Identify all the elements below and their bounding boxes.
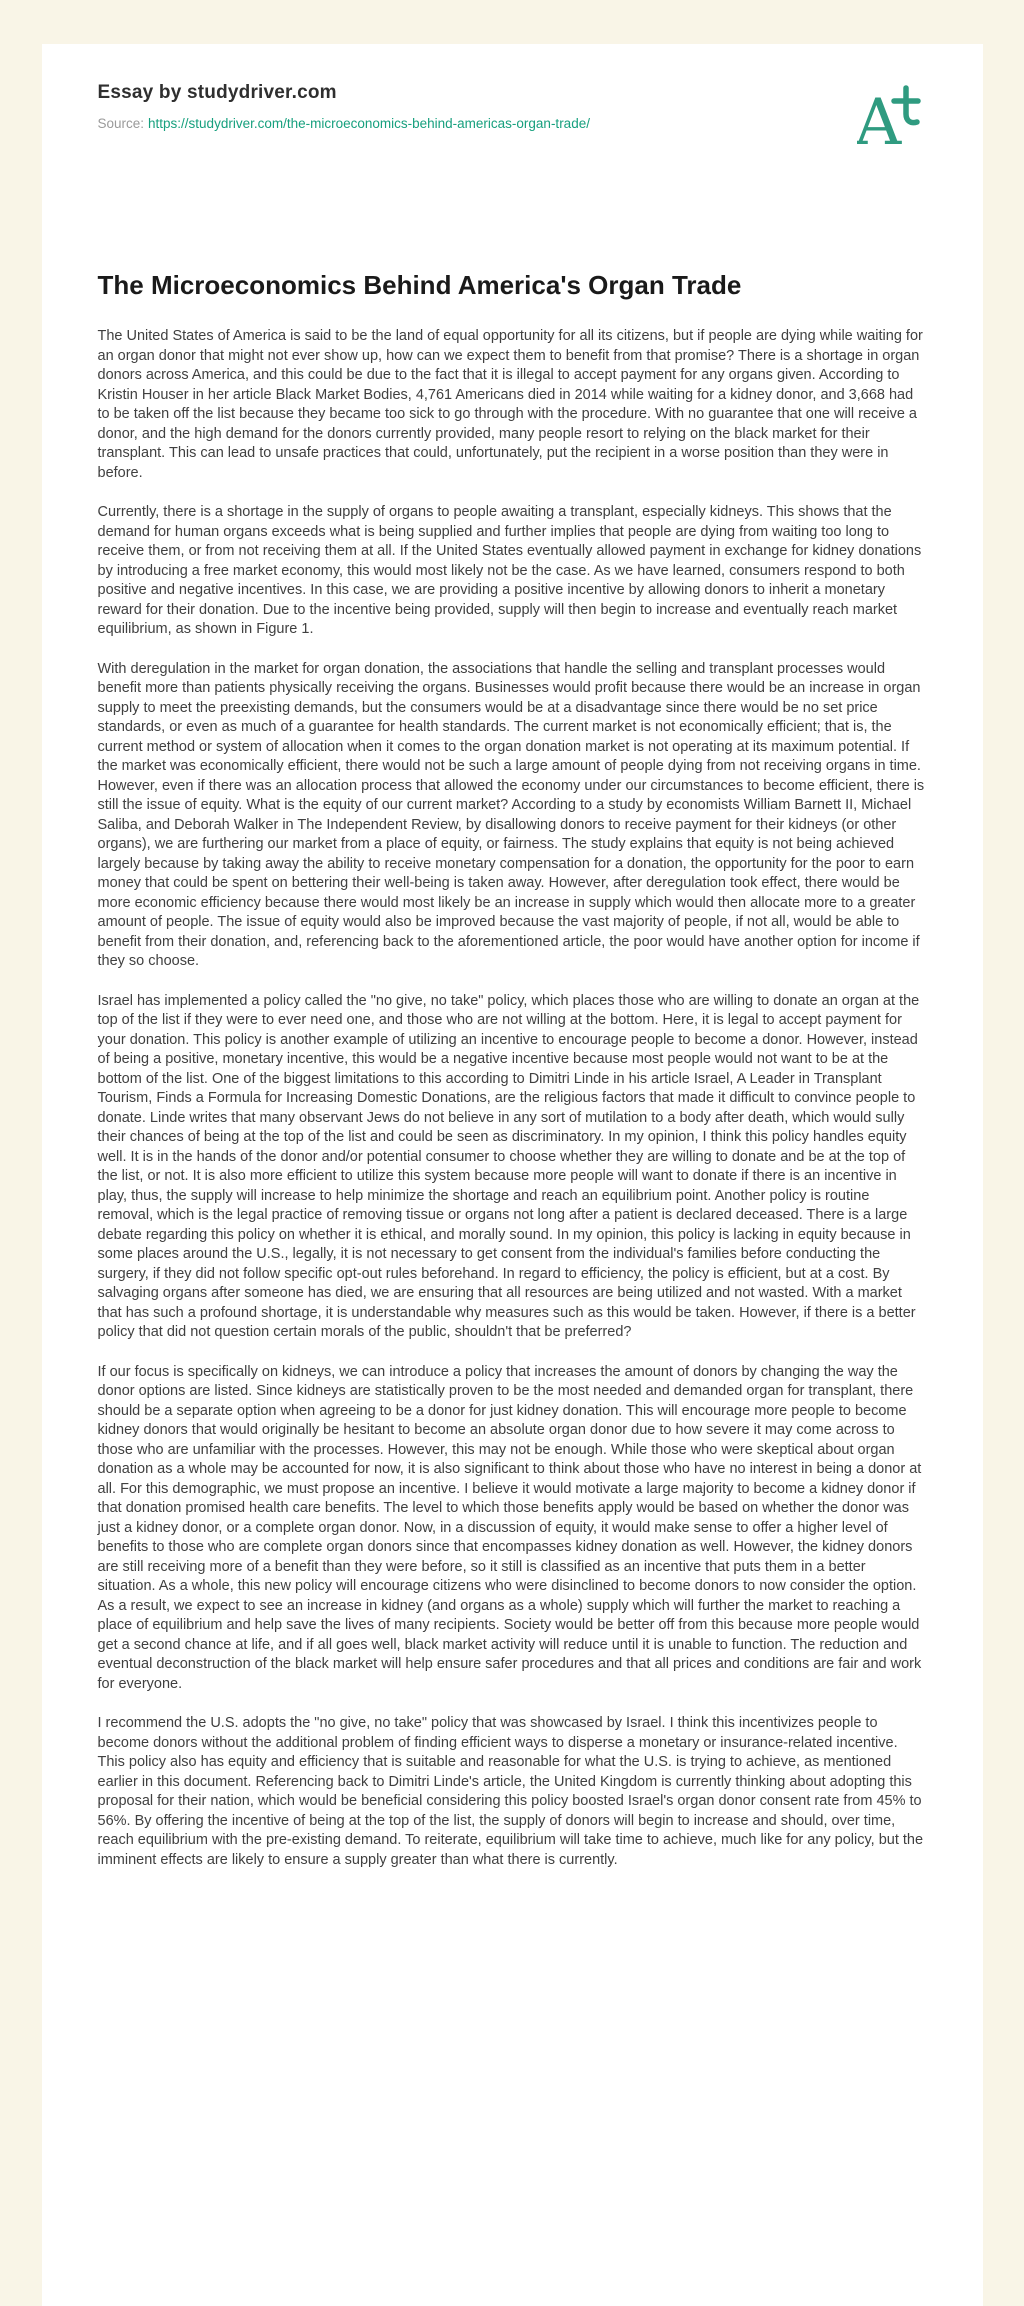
essay-paragraph-4: Israel has implemented a policy called the "no give, no take" policy, which places those who are willing to donate an organ at the top of the list if they were to ever need one, and those who are not willing at the bottom. Here, it is legal to accept payment for your donation. This policy is another example of utilizing an incentive to encourage people to become a donor. However, instead of being a positive, monetary incentive, this would be a negative incentive because most people would not want to be at the bottom of the list. One of the biggest limitations to this according to Dimitri Linde in his article Israel, A Leader in Transplant Tourism, Finds a Formula for Increasing Domestic Donations, are the religious factors that made it difficult to convince people to donate. Linde writes that many observant Jews do not believe in any sort of mutilation to a body after death, which would sully their chances of being at the top of the list and could be seen as discriminatory. In my opinion, I think this policy handles equity well. It is in the hands of the donor and/or potential consumer to choose whether they are willing to donate and be at the top of the list, or not. It is also more efficient to utilize this system because more people will want to donate if there is an incentive in play, thus, the supply will increase to help minimize the shortage and reach an equilibrium point. Another policy is routine removal, which is the legal practice of removing tissue or organs not long after a patient is declared deceased. There is a large debate regarding this policy on whether it is ethical, and morally sound. In my opinion, this policy is lacking in equity because in some places around the U.S., legally, it is not necessary to get consent from the individual's families before conducting the surgery, if they did not follow specific opt-out rules beforehand. In regard to efficiency, the policy is efficient, but at a cost. By salvaging organs after someone has died, we are ensuring that all resources are being utilized and not wasted. With a market that has such a profound shortage, it is understandable why measures such as this would be taken. However, if there is a better policy that did not question certain morals of the public, shouldn't that be preferred? [97, 992, 920, 1341]
header-left [98, 82, 590, 131]
source-label: Source: [97, 116, 145, 131]
source-line [98, 116, 590, 131]
svg-text:A: A [856, 86, 901, 158]
essay-card [42, 44, 983, 2306]
site-title: Essay by studydriver.com [97, 82, 337, 103]
studydriver-logo-icon [857, 82, 921, 158]
header [98, 82, 927, 158]
essay-paragraph-1: The United States of America is said to be the land of equal opportunity for all its citizens, but if people are dying while waiting for an organ donor that might not ever show up, how can we expect them to benefit from that promise? There is a shortage in organ donors across America, and this could be due to the fact that it is illegal to accept payment for any organs given. According to Kristin Houser in her article Black Market Bodies, 4,761 Americans died in 2014 while waiting for a kidney donor, and 3,668 had to be taken off the list because they became too sick to go through with the procedure. With no guarantee that one will receive a donor, and the high demand for the donors currently provided, many people resort to relying on the black market for their transplant. This can lead to unsafe practices that could, unfortunately, put the recipient in a worse position than they were in before. [97, 328, 923, 481]
essay-title: The Microeconomics Behind America's Organ Trade [97, 270, 742, 300]
essay-paragraph-2: Currently, there is a shortage in the supply of organs to people awaiting a transplant, especially kidneys. This shows that the demand for human organs exceeds what is being supplied and further implies that people are dying from waiting too long to receive them, or from not receiving them at all. If the United States eventually allowed payment in exchange for kidney donations by introducing a free market economy, this would most likely not be the case. As we have learned, consumers respond to both positive and negative incentives. In this case, we are providing a positive incentive by allowing donors to inherit a monetary reward for their donation. Due to the incentive being provided, supply will then begin to increase and eventually reach market equilibrium, as shown in Figure 1. [97, 504, 922, 638]
essay-paragraph-5: If our focus is specifically on kidneys, we can introduce a policy that increases the amount of donors by changing the way the donor options are listed. Since kidneys are statistically proven to be the most needed and demanded organ for transplant, there should be a separate option when agreeing to be a donor for just kidney donation. This will encourage more people to become kidney donors that would originally be hesitant to become an absolute organ donor due to how severe it may come across to those who are unfamiliar with the processes. However, this may not be enough. While those who were skeptical about organ donation as a whole may be accounted for now, it is also significant to think about those who have no interest in being a donor at all. For this demographic, we must propose an incentive. I believe it would motivate a large majority to become a kidney donor if that donation promised health care benefits. The level to which those benefits apply would be based on whether the donor was just a kidney donor, or a complete organ donor. Now, in a discussion of equity, it would make sense to offer a higher level of benefits to those who are complete organ donors since that encompasses kidney donation as well. However, the kidney donors are still receiving more of a benefit than they were before, so it still is classified as an incentive that puts them in a better situation. As a whole, this new policy will encourage citizens who were disinclined to become donors to now consider the option. As a result, we expect to see an increase in kidney (and organs as a whole) supply which will further the market to reaching a place of equilibrium and help save the lives of many recipients. Society would be better off from this because more people would get a second chance at life, and if all goes well, black market activity will reduce until it is unable to function. The reduction and eventual deconstruction of the black market will help ensure safer procedures and that all prices and conditions are fair and work for everyone. [97, 1363, 922, 1692]
source-link[interactable]: https://studydriver.com/the-microeconomics-behind-americas-organ-trade/ [148, 116, 590, 131]
essay-paragraph-6: I recommend the U.S. adopts the "no give, no take" policy that was showcased by Israel. I think this incentivizes people to become donors without the additional problem of finding efficient ways to disperse a monetary or insurance-related incentive. This policy also has equity and efficiency that is suitable and reasonable for what the U.S. is trying to achieve, as mentioned earlier in this document. Referencing back to Dimitri Linde's article, the United Kingdom is currently thinking about adopting this proposal for their nation, which would be beneficial considering this policy boosted Israel's organ donor consent rate from 45% to 56%. By offering the incentive of being at the top of the list, the supply of donors will begin to increase and should, over time, reach equilibrium with the pre-existing demand. To reiterate, equilibrium will take time to achieve, much like for any policy, but the imminent effects are likely to ensure a supply greater than what there is currently. [97, 1715, 924, 1868]
essay-paragraph-3: With deregulation in the market for organ donation, the associations that handle the selling and transplant processes would benefit more than patients physically receiving the organs. Businesses would profit because there would be an increase in organ supply to meet the preexisting demands, but the consumers would be at a disadvantage since there would be no set price standards, or even as much of a guarantee for health standards. The current market is not economically efficient; that is, the current method or system of allocation when it comes to the organ donation market is not operating at its maximum potential. If the market was economically efficient, there would not be such a large amount of people dying from not receiving organs in time. However, even if there was an allocation process that allowed the economy under our circumstances to become efficient, there is still the issue of equity. What is the equity of our current market? According to a study by economists William Barnett II, Michael Saliba, and Deborah Walker in The Independent Review, by disallowing donors to receive payment for their kidneys (or other organs), we are furthering our market from a place of equity, or fairness. The study explains that equity is not being achieved largely because by taking away the ability to receive monetary compensation for a donation, the opportunity for the poor to earn money that could be spent on bettering their well-being is taken away. However, after deregulation took effect, there would be more economic efficiency because there would most likely be an increase in supply which would then allocate more to a greater amount of people. The issue of equity would also be improved because the vast majority of people, if not all, would be able to benefit from their donation, and, referencing back to the aforementioned article, the poor would have another option for income if they so choose. [97, 660, 925, 970]
